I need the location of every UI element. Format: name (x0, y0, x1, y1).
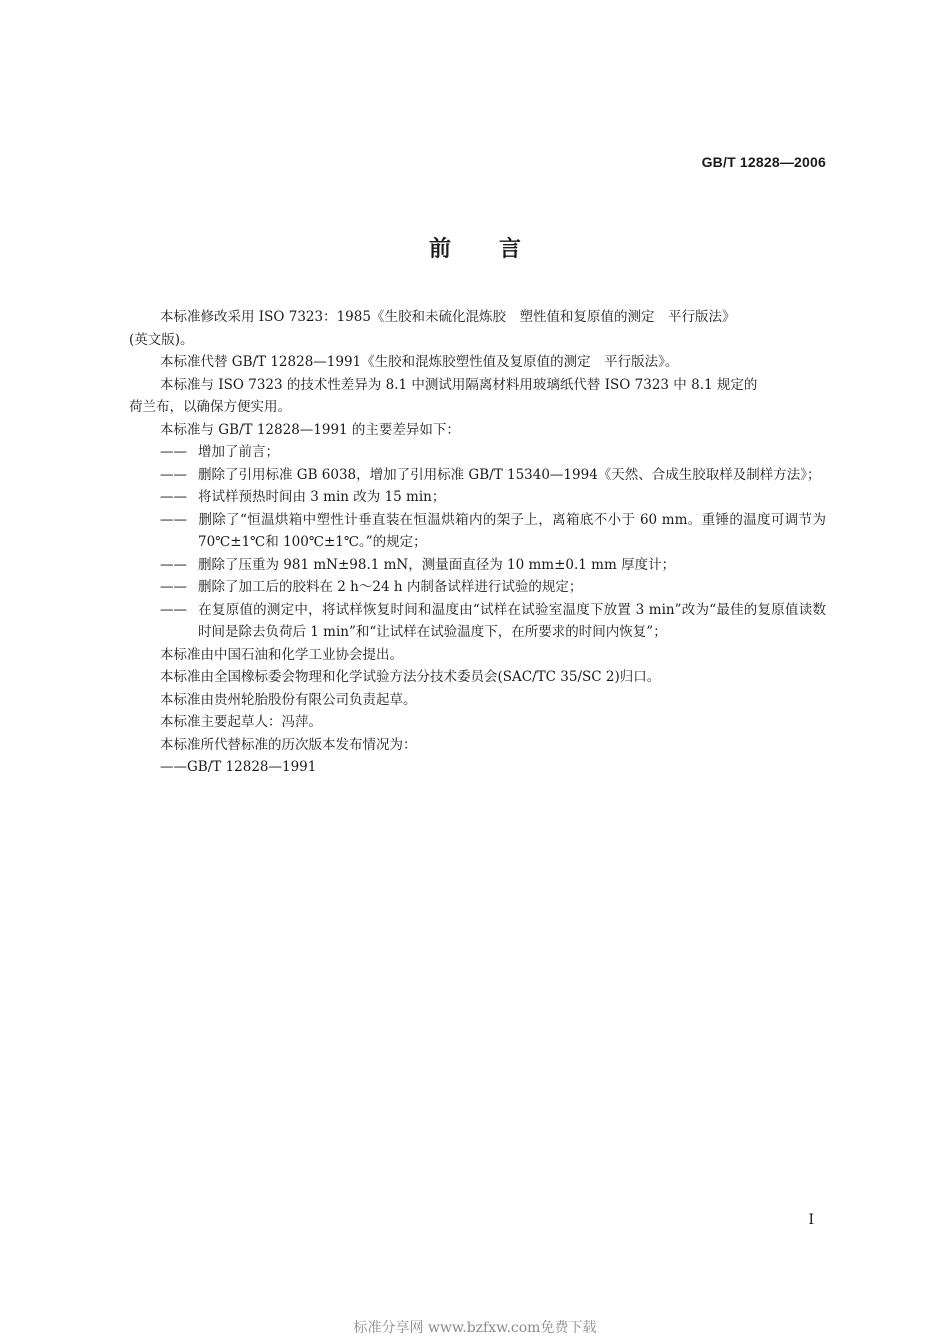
dash-mark: —— (160, 556, 187, 573)
page-number: I (808, 1212, 814, 1228)
list-item-text: 删除了引用标准 GB 6038，增加了引用标准 GB/T 15340—1994《天然、合成生胶取样及制样方法》； (198, 466, 821, 483)
paragraph-adoption-line2: (英文版)。 (129, 331, 194, 348)
page-title: 前言 (428, 237, 569, 262)
list-item-text: 删除了压重为 981 mN±98.1 mN，测量面直径为 10 mm±0.1 mm 厚度计； (198, 556, 676, 573)
paragraph-technical-difference (129, 374, 826, 419)
paragraph-adoption (129, 306, 826, 351)
foreword-body (129, 306, 826, 779)
list-item-text: 将试样预热时间由 3 min 改为 15 min； (198, 489, 446, 505)
list-item (160, 464, 826, 487)
dash-mark: —— (160, 466, 187, 483)
list-item-text: 删除了加工后的胶料在 2 h～24 h 内制备试样进行试验的规定； (198, 579, 583, 595)
paragraph-drafted-by: 本标准由贵州轮胎股份有限公司负责起草。 (160, 691, 417, 708)
paragraph-adoption-line1: 本标准修改采用 ISO 7323：1985《生胶和未硫化混炼胶 塑性值和复原值的测定 平行版法》 (160, 309, 736, 325)
list-item-text: 删除了“恒温烘箱中塑性计垂直装在恒温烘箱内的架子上，离箱底不小于 60 mm。重锤的温度可调节为 70℃±1℃和 100℃±1℃。”的规定； (198, 511, 826, 550)
paragraph-main-differences: 本标准与 GB/T 12828—1991 的主要差异如下： (160, 421, 460, 438)
list-item-text: 增加了前言； (198, 444, 279, 460)
paragraph-proposed-by: 本标准由中国石油和化学工业协会提出。 (160, 646, 403, 663)
list-item-text: 在复原值的测定中，将试样恢复时间和温度由“试样在试验室温度下放置 3 min”改为“最佳的复原值读数时间是除去负荷后 1 min”和“让试样在试验温度下，在所要求的时间内恢复”； (198, 601, 826, 640)
dash-mark: —— (160, 759, 187, 775)
dash-mark: —— (160, 489, 187, 505)
list-item (160, 509, 826, 554)
list-item (160, 486, 826, 509)
dash-mark: —— (160, 579, 187, 595)
history-item (160, 756, 826, 779)
footer-watermark: 标准分享网 www.bzfxw.com免费下载 (353, 1320, 597, 1336)
paragraph-history-intro: 本标准所代替标准的历次版本发布情况为： (160, 736, 417, 753)
list-item (160, 554, 826, 577)
list-item (160, 576, 826, 599)
dash-mark: —— (160, 601, 187, 618)
standard-code: GB/T 12828—2006 (701, 154, 826, 170)
list-item (160, 599, 826, 644)
paragraph-technical-difference-line2: 荷兰布，以确保方便实用。 (129, 399, 291, 415)
history-item-text: GB/T 12828—1991 (187, 759, 317, 775)
list-item (160, 441, 826, 464)
paragraph-drafters: 本标准主要起草人：冯萍。 (160, 714, 322, 730)
dash-mark: —— (160, 511, 187, 528)
paragraph-managed-by: 本标准由全国橡标委会物理和化学试验方法分技术委员会(SAC/TC 35/SC 2)归口。 (160, 669, 661, 685)
dash-mark: —— (160, 444, 187, 460)
paragraph-replaces: 本标准代替 GB/T 12828—1991《生胶和混炼胶塑性值及复原值的测定 平行版法》。 (160, 354, 679, 370)
paragraph-technical-difference-line1: 本标准与 ISO 7323 的技术性差异为 8.1 中测试用隔离材料用玻璃纸代替 ISO 7323 中 8.1 规定的 (160, 376, 758, 393)
